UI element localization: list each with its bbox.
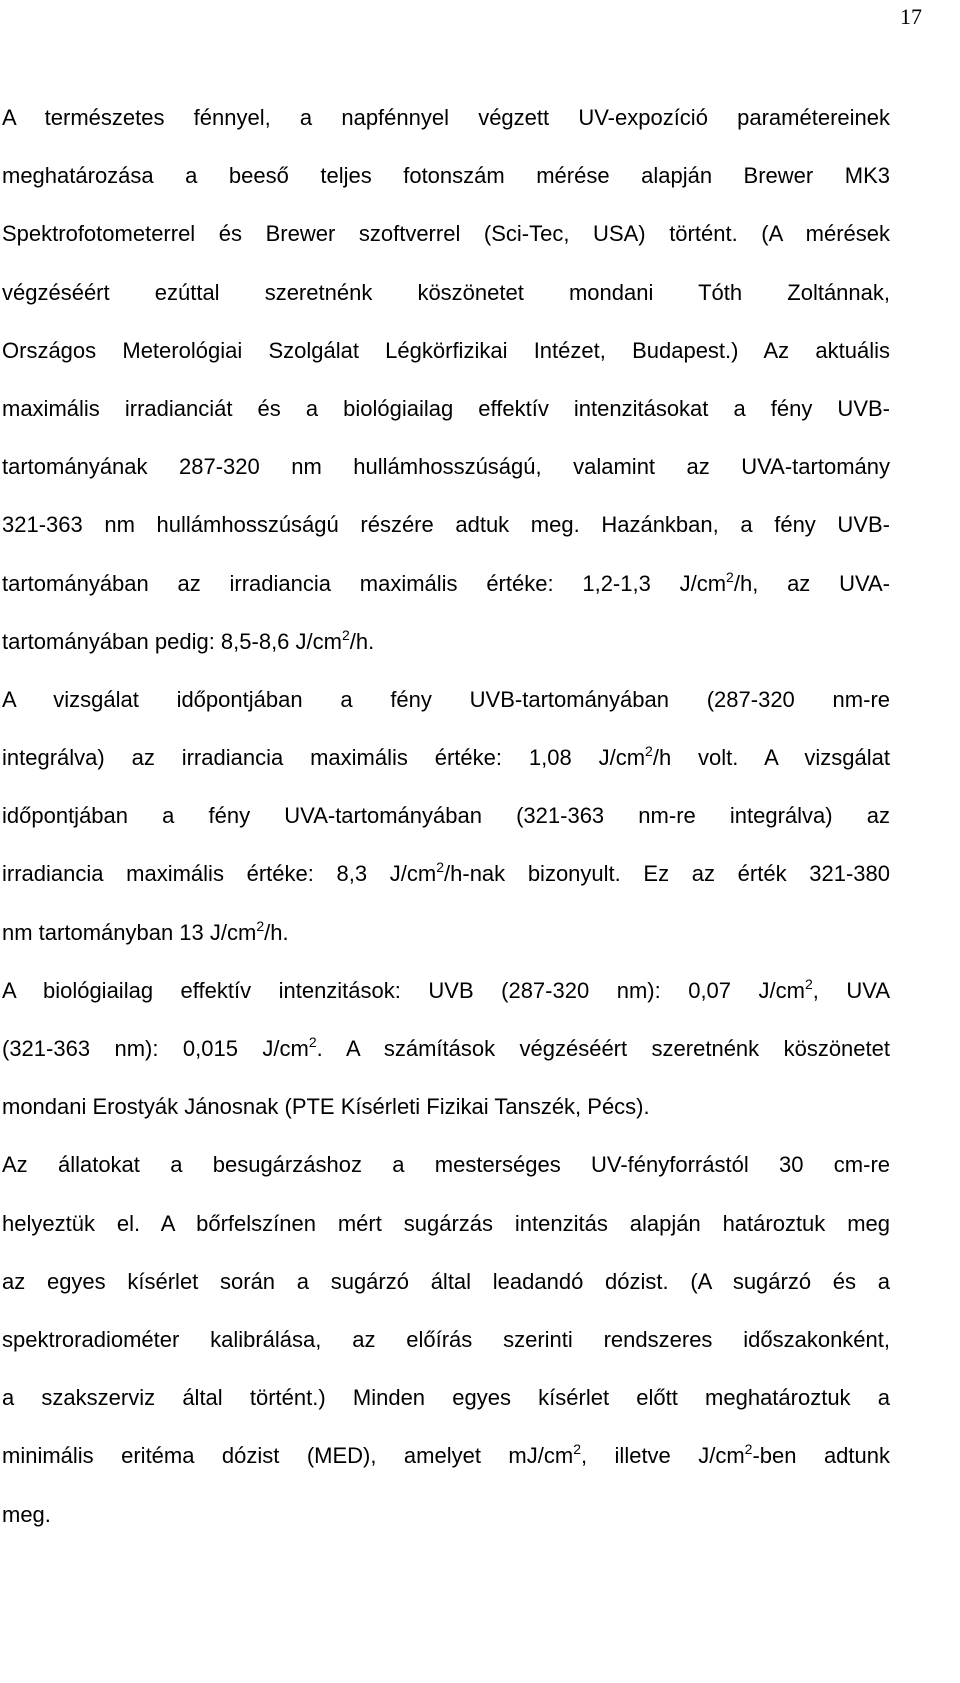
text-segment: nm tartományban 13 J/cm bbox=[2, 919, 257, 945]
text-line bbox=[2, 613, 890, 671]
superscript: 2 bbox=[308, 1034, 317, 1050]
text-line: végzéséért ezúttal szeretnénk köszönetet mondani Tóth Zoltánnak, bbox=[2, 279, 890, 305]
text-line: Országos Meterológiai Szolgálat Légkörfizikai Intézet, Budapest.) Az aktuális bbox=[2, 337, 890, 363]
superscript: 2 bbox=[645, 743, 653, 760]
text-segment: (321-363 nm): 0,015 J/cm bbox=[2, 1036, 309, 1061]
text-line: meg. bbox=[2, 1501, 51, 1527]
text-segment: A biológiailag effektív intenzitások: UVB (287-320 nm): 0,07 J/cm bbox=[2, 977, 805, 1003]
text-segment: -ben adtunk bbox=[752, 1443, 890, 1469]
superscript: 2 bbox=[341, 626, 350, 643]
text-segment: tartományában pedig: 8,5-8,6 J/cm bbox=[2, 628, 342, 654]
text-line bbox=[2, 845, 890, 903]
text-line: meghatározása a beeső teljes fotonszám mérése alapján Brewer MK3 bbox=[2, 163, 890, 189]
superscript: 2 bbox=[573, 1441, 581, 1458]
text-line: Spektrofotometerrel és Brewer szoftverrel (Sci-Tec, USA) történt. (A mérések bbox=[2, 221, 890, 247]
text-line bbox=[2, 904, 890, 962]
text-segment: irradiancia maximális értéke: 8,3 J/cm bbox=[2, 861, 437, 887]
text-line: a szakszerviz által történt.) Minden egyes kísérlet előtt meghatároztuk a bbox=[2, 1385, 890, 1411]
superscript: 2 bbox=[744, 1441, 753, 1458]
text-line: spektroradiométer kalibrálása, az előírás szerinti rendszeres időszakonként, bbox=[2, 1326, 890, 1352]
text-line bbox=[2, 1020, 890, 1078]
text-segment: . A számítások végzéséért szeretnénk köszönetet bbox=[316, 1036, 890, 1061]
text-segment: /h, az UVA- bbox=[733, 570, 890, 596]
text-line: maximális irradianciát és a biológiailag effektív intenzitásokat a fény UVB- bbox=[2, 395, 890, 421]
text-line: Az állatokat a besugárzáshoz a mesterséges UV-fényforrástól 30 cm-re bbox=[2, 1152, 890, 1178]
text-line bbox=[2, 1427, 890, 1485]
text-segment: /h-nak bizonyult. Ez az érték 321-380 bbox=[444, 861, 890, 887]
text-segment: /h. bbox=[349, 628, 375, 654]
text-line: tartományának 287-320 nm hullámhosszúságú, valamint az UVA-tartomány bbox=[2, 454, 890, 480]
text-line: mondani Erostyák Jánosnak (PTE Kísérleti Fizikai Tanszék, Pécs). bbox=[2, 1094, 650, 1120]
text-line: időpontjában a fény UVA-tartományában (321-363 nm-re integrálva) az bbox=[2, 803, 890, 829]
page-number: 17 bbox=[900, 4, 922, 29]
superscript: 2 bbox=[436, 859, 445, 876]
text-segment: integrálva) az irradiancia maximális értéke: 1,08 J/cm bbox=[2, 745, 646, 771]
text-line: 321-363 nm hullámhosszúságú részére adtuk meg. Hazánkban, a fény UVB- bbox=[2, 512, 890, 538]
text-line: A vizsgálat időpontjában a fény UVB-tartományában (287-320 nm-re bbox=[2, 686, 890, 712]
text-line bbox=[2, 962, 890, 1020]
text-segment: , UVA bbox=[812, 977, 891, 1003]
text-segment: /h. bbox=[264, 919, 289, 945]
text-segment: , illetve J/cm bbox=[580, 1443, 745, 1469]
text-line: az egyes kísérlet során a sugárzó által leadandó dózist. (A sugárzó és a bbox=[2, 1268, 890, 1294]
text-line bbox=[2, 555, 890, 613]
superscript: 2 bbox=[726, 568, 734, 585]
body-text bbox=[2, 89, 890, 1544]
superscript: 2 bbox=[804, 975, 813, 992]
text-line: helyeztük el. A bőrfelszínen mért sugárzás intenzitás alapján határoztuk meg bbox=[2, 1210, 890, 1236]
text-segment: minimális eritéma dózist (MED), amelyet mJ/cm bbox=[2, 1443, 574, 1469]
text-line: A természetes fénnyel, a napfénnyel végzett UV-expozíció paramétereinek bbox=[2, 105, 890, 130]
text-line bbox=[2, 729, 890, 787]
text-segment: tartományában az irradiancia maximális értéke: 1,2-1,3 J/cm bbox=[2, 570, 727, 596]
text-segment: /h volt. A vizsgálat bbox=[652, 745, 891, 771]
superscript: 2 bbox=[256, 917, 265, 934]
